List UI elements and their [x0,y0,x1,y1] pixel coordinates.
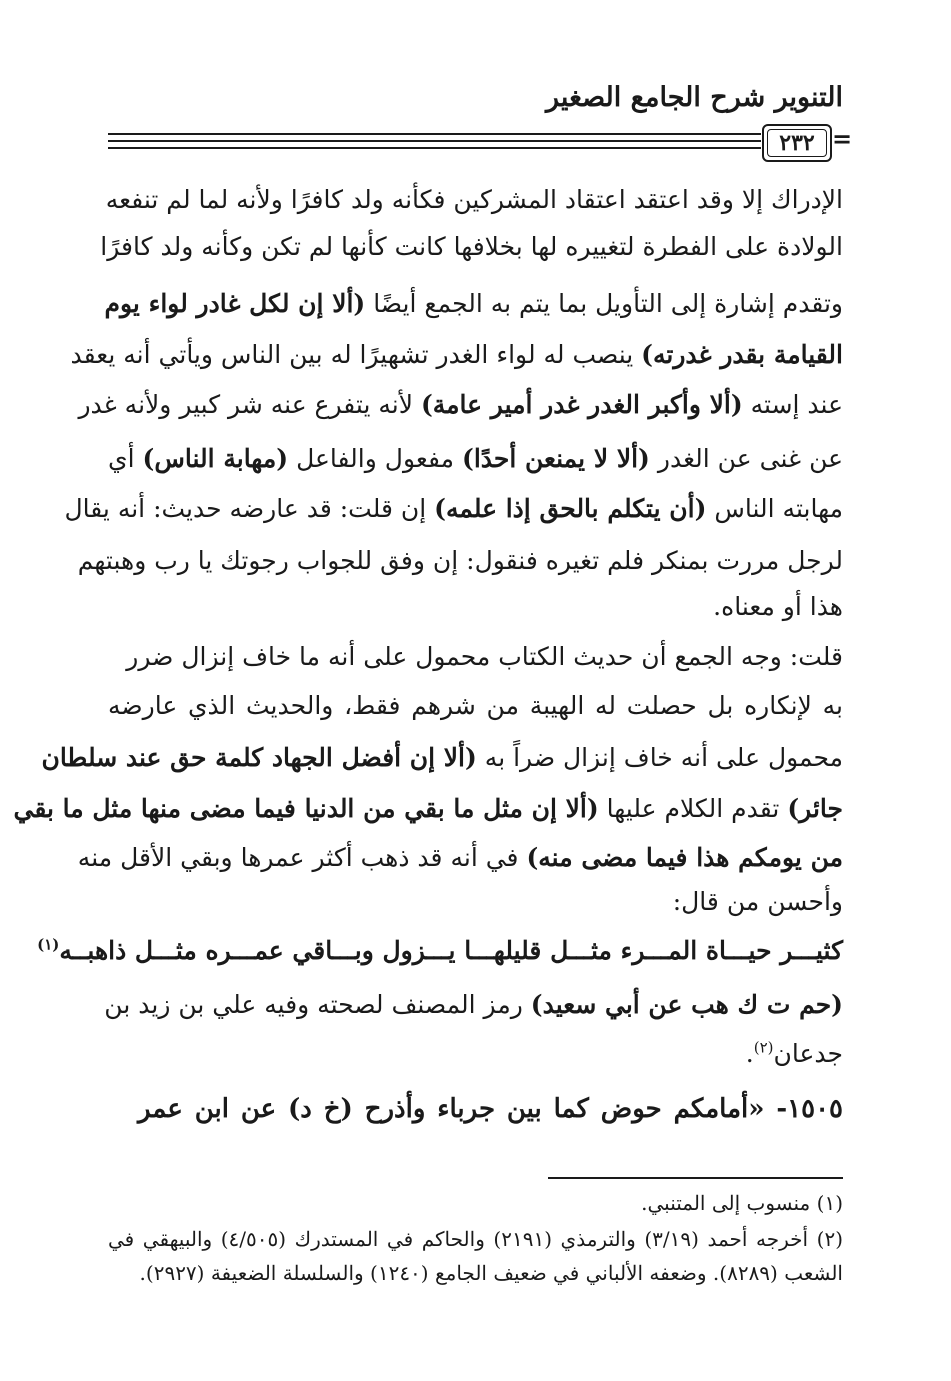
body-line [78,383,843,427]
hadith-text: (ألا إن مثل ما بقي من الدنيا فيما مضى منها مثل ما بقي [13,794,599,823]
body-line [77,836,843,880]
body-line [70,333,843,377]
header-rule [108,140,761,142]
footnote-marker: (٢) [753,1038,774,1057]
footnote [108,1256,843,1290]
body-line [108,880,843,924]
footnote-marker: (١) [37,935,60,954]
running-title: التنوير شرح الجامع الصغير [546,82,843,113]
poem-hemistich: يـــزول وبـــاقي عمـــره مثـــل ذاهبــه [59,936,456,965]
header-rule [108,133,761,135]
poem-hemistich: كثيـــر حيـــاة المـــرء مثـــل قليلهـــا [464,936,843,965]
text-run: في أنه قد ذهب أكثر عمرها وبقي الأقل منه [77,843,519,872]
body-line [104,983,843,1027]
hadith-heading [138,1087,843,1131]
source-citation: (حم ت ك هب عن أبي سعيد) [530,990,843,1019]
footnote-text: (٢) أخرجه أحمد (٣/١٩) والترمذي (٢١٩١) والحاكم في المستدرك (٤/٥٠٥) والبيهقي في [108,1227,843,1251]
poem-second-half [37,936,455,965]
text-run: وأحسن من قال: [672,887,843,916]
body-line [108,437,843,481]
text-run: به لإنكاره بل حصلت له الهيبة من شرهم فقط، والحديث الذي عارضه [108,691,843,720]
poem-line [37,929,843,973]
text-run: لرجل مررت بمنكر فلم تغيره فنقول: إن وفق للجواب رجوتك يا رب وهبتهم [77,546,843,575]
body-line [108,585,843,629]
text-run: وتقدم إشارة إلى التأويل بما يتم به الجمع أيضًا [373,289,843,318]
header-rule [108,147,761,149]
text-run: الإدراك إلا وقد اعتقد اعتقاد المشركين فكأنه ولد كافرًا ولأنه لما لم تنفعه [105,185,843,214]
text-run: ينصب له لواء الغدر تشهيرًا له بين الناس ويأتي أنه يعقد [70,340,634,369]
footnote [108,1186,843,1220]
page-number-frame [762,124,832,162]
hadith-text: من يومكم هذا فيما مضى منه) [526,843,843,872]
hadith-text: (ألا لا يمنعن أحدًا) [461,444,650,473]
hadith-heading-text: ١٥٠٥- «أمامكم حوض كما بين جرباء وأذرح (خ د) عن ابن عمر [138,1094,843,1124]
body-line [105,178,843,222]
text-run: عند إسته [750,390,843,419]
text-run: قلت: وجه الجمع أن حديث الكتاب محمول على أنه ما خاف إنزال ضرر [126,642,843,671]
text-run: أي [108,444,135,473]
footnote [108,1222,843,1256]
text-run: مفعول والفاعل [296,444,454,473]
body-line [108,684,843,728]
text-run: إن قلت: قد عارضه حديث: أنه يقال [64,494,427,523]
body-line [77,539,843,583]
text-run: محمول على أنه خاف إنزال ضراً به [484,743,843,772]
page-number: ٢٣٢ [779,130,815,156]
text-run: رمز المصنف لصحته وفيه علي بن زيد بن [104,990,523,1019]
footnote-text: الشعب (٨٢٨٩). وضعفه الألباني في ضعيف الجامع (١٢٤٠) والسلسلة الضعيفة (٢٩٢٧). [139,1261,843,1285]
body-line [41,736,843,780]
hadith-text: (ألا إن أفضل الجهاد كلمة حق عند سلطان [41,743,477,772]
hadith-text: (أن يتكلم بالحق إذا علمه) [434,494,707,523]
hadith-text: (ألا وأكبر الغدر غدر أمير عامة) [420,390,743,419]
body-line [108,1032,843,1076]
text-run: جدعان [773,1039,843,1068]
body-line [126,635,843,679]
text-run: عن غنى عن الغدر [657,444,844,473]
body-line [100,225,843,269]
text-run: لأنه يتفرع عنه شر كبير ولأنه غدر [78,390,413,419]
body-line [13,787,843,831]
header-end-mark: = [832,124,853,153]
hadith-text: (ألا إن لكل غادر لواء يوم [104,289,366,318]
text-run: مهابته الناس [714,494,843,523]
body-line [104,282,843,326]
hadith-text: (مهابة الناس) [142,444,289,473]
text-run: تقدم الكلام عليها [606,794,780,823]
body-line [64,487,843,531]
hadith-text: جائر) [787,794,843,823]
text-run: . [745,1039,754,1068]
footnote-text: (١) منسوب إلى المتنبي. [641,1191,843,1215]
text-run: الولادة على الفطرة لتغييره لها بخلافها كانت كأنها لم تكن وكأنه ولد كافرًا [100,232,843,261]
text-run: هذا أو معناه. [713,592,843,621]
footnote-separator [548,1177,843,1179]
hadith-text: القيامة بقدر غدرته) [641,340,843,369]
